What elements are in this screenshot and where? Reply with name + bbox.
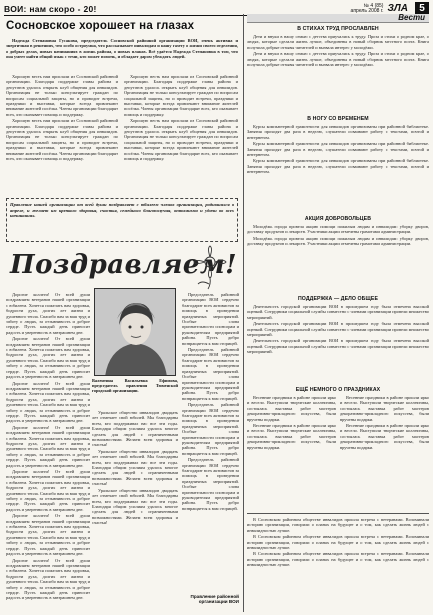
right-section-header: [247, 14, 429, 23]
news-heading-5: ЕЩЁ НЕМНОГО О ПРАЗДНИКАХ: [295, 387, 381, 393]
right-col-paragraph-1: Председатель районной организации ВОИ сердечно благодарит всех активистов за помощь в проведении праздничных мероприятий. Особые слова признательности спонсорам и руководителям предприятий района. Пусть добро возвращается к вам сторицей.: [182, 292, 239, 346]
right-col-paragraph-2: Председатель районной организации ВОИ сердечно благодарит всех активистов за помощь в проведении праздничных мероприятий. Особые слова признательности спонсорам и руководителям предприятий района. Пусть добро возвращается к вам сторицей.: [182, 347, 239, 401]
article-headline: Сосновское хорошеет на глазах: [6, 20, 195, 32]
news-6-paragraph-2: В Сосновском районном обществе инвалидов прошла встреча с ветеранами. Вспоминали историю организации, говорили о планах на будущее и о том, как сделать жизнь людей с инвалидностью лучше.: [247, 534, 429, 551]
intro-paragraph: Надежда Степановна Гусакова, председатель Сосновской районной организации ВОИ, очень активна и энергичная в решениях, что особо остроумна, что рассказывает инвалидам и нашу газету о жизни своего отделения, о добрых делах, новых начинаниях в жизнь района, о новых планах. Всё удаётся Надежда Степановна в том, что она умеет найти общий язык с теми, кто может помочь, и обладает даром убеждать людей.: [6, 38, 238, 60]
section-divider: [247, 513, 429, 514]
news-body-1: [247, 34, 429, 114]
news-2-paragraph-3: Курсы компьютерной грамотности для инвалидов организованы при районной библиотеке. Занятия проходят два раза в неделю, слушатели осваивают работу с текстами, почтой и интернетом.: [247, 158, 429, 175]
issue-info: [351, 4, 384, 14]
photo-caption: [92, 378, 178, 394]
congrats-heading: Поздравляем!: [10, 250, 238, 280]
article-column-2: [124, 74, 238, 194]
section-title: ВОИ: нам скоро - 20!: [4, 3, 97, 14]
issue-date: апрель 2008 г.: [350, 7, 384, 14]
news-5b-paragraph-2: Весенние праздники в районе прошли ярко и весело. Выступили творческие коллективы, состоялась выставка работ мастеров декоративно-прикладного искусства, были вручены подарки.: [340, 423, 429, 450]
article-column-1: [6, 74, 118, 194]
news-body-5a: [247, 395, 336, 510]
left-col-paragraph-7: Дорогие коллеги! От всей души поздравляем ветеранов нашей организации с юбилеем. Хочется пожелать вам здоровья, бодрости духа, долгих лет жизни и душевного тепла. Спасибо вам за ваш труд и заботу о людях, за отзывчивость и доброе сердце. Пусть каждый день приносит радость и уверенность в завтрашнем дне.: [6, 557, 90, 601]
portrait-photo: [94, 288, 176, 376]
page-number: 5: [415, 2, 429, 15]
column-2-paragraph: Хорошую весть нам прислали из Сосновской районной организации. Благодаря поддержке главы района и депутатов удалось открыть клуб общения для инвалидов. Организация не только консультирует граждан по вопросам социальной защиты, но и проводит встречи, праздники и выставки, которые всегда привлекают внимание жителей посёлка. Члены организации благодарят всех, кто оказывает помощь и поддержку.: [124, 74, 238, 117]
news-6-paragraph-1: В Сосновском районном обществе инвалидов прошла встреча с ветеранами. Вспоминали историю организации, говорили о планах на будущее и о том, как сделать жизнь людей с инвалидностью лучше.: [247, 517, 429, 533]
issue-number: № 4 (85): [363, 2, 384, 9]
flower-decoration: [180, 244, 240, 290]
mid-col-paragraph-1: Уральское общество инвалидов двадцать лет отмечает свой юбилей. Мы благодарны всем, кто поддерживал нас все эти годы. Благодаря общим усилиям удалось многое сделать для людей с ограниченными возможностями. Желаем всем здоровья и счастья!: [92, 410, 178, 448]
news-4-paragraph-3: Деятельность городской организации ВОИ в прошедшем году была отмечена высокой оценкой. Сотрудники социальной службы совместно с членами организации провели множество мероприятий.: [247, 338, 429, 355]
news-body-2: [247, 124, 429, 214]
news-5a-paragraph-2: Весенние праздники в районе прошли ярко и весело. Выступили творческие коллективы, состоялась выставка работ мастеров декоративно-прикладного искусства, были вручены подарки.: [247, 423, 336, 450]
news-5a-paragraph-1: Весенние праздники в районе прошли ярко и весело. Выступили творческие коллективы, состоялась выставка работ мастеров декоративно-прикладного искусства, были вручены подарки.: [247, 395, 336, 422]
left-col-paragraph-2: Дорогие коллеги! От всей души поздравляем ветеранов нашей организации с юбилеем. Хочется пожелать вам здоровья, бодрости духа, долгих лет жизни и душевного тепла. Спасибо вам за ваш труд и заботу о людях, за отзывчивость и доброе сердце. Пусть каждый день приносит радость и уверенность в завтрашнем дне.: [6, 336, 90, 380]
right-col-paragraph-3: Председатель районной организации ВОИ сердечно благодарит всех активистов за помощь в проведении праздничных мероприятий. Особые слова признательности спонсорам и руководителям предприятий района. Пусть добро возвращается к вам сторицей.: [182, 402, 239, 456]
left-col-paragraph-4: Дорогие коллеги! От всей души поздравляем ветеранов нашей организации с юбилеем. Хочется пожелать вам здоровья, бодрости духа, долгих лет жизни и душевного тепла. Спасибо вам за ваш труд и заботу о людях, за отзывчивость и доброе сердце. Пусть каждый день приносит радость и уверенность в завтрашнем дне.: [6, 424, 90, 468]
newspaper-logo: ЗЛА: [387, 3, 408, 14]
portrait-illustration: [95, 289, 176, 376]
mid-col-paragraph-2: Уральское общество инвалидов двадцать лет отмечает свой юбилей. Мы благодарны всем, кто поддерживал нас все эти годы. Благодаря общим усилиям удалось многое сделать для людей с ограниченными возможностями. Желаем всем здоровья и счастья!: [92, 448, 178, 487]
news-3-paragraph-1: Молодёжь города провела акцию помощи пожилым людям и инвалидам: уборку дворов, доставку продуктов и лекарств. Участники акции отмечены грамотами администрации.: [247, 224, 429, 235]
news-heading-3: АКЦИЯ ДОБРОВОЛЬЦЕВ: [304, 216, 372, 222]
news-heading-4: ПОДДЕРЖКА — ДЕЛО ОБЩЕЕ: [297, 296, 379, 302]
news-4-paragraph-1: Деятельность городской организации ВОИ в прошедшем году была отмечена высокой оценкой. Сотрудники социальной службы совместно с членами организации провели множество мероприятий.: [247, 304, 429, 320]
news-4-paragraph-2: Деятельность городской организации ВОИ в прошедшем году была отмечена высокой оценкой. Сотрудники социальной службы совместно с членами организации провели множество мероприятий.: [247, 321, 429, 338]
left-col-paragraph-3: Дорогие коллеги! От всей души поздравляем ветеранов нашей организации с юбилеем. Хочется пожелать вам здоровья, бодрости духа, долгих лет жизни и душевного тепла. Спасибо вам за ваш труд и заботу о людях, за отзывчивость и доброе сердце. Пусть каждый день приносит радость и уверенность в завтрашнем дне.: [6, 380, 90, 424]
article-intro: [6, 38, 238, 72]
left-col-paragraph-1: Дорогие коллеги! От всей души поздравляем ветеранов нашей организации с юбилеем. Хочется пожелать вам здоровья, бодрости духа, долгих лет жизни и душевного тепла. Спасибо вам за ваш труд и заботу о людях, за отзывчивость и доброе сердце. Пусть каждый день приносит радость и уверенность в завтрашнем дне.: [6, 292, 90, 335]
news-body-3: [247, 224, 429, 294]
news-body-5b: [340, 395, 429, 510]
right-congrats-column: [182, 292, 239, 592]
column-2-paragraph-2: Хорошую весть нам прислали из Сосновской районной организации. Благодаря поддержке главы района и депутатов удалось открыть клуб общения для инвалидов. Организация не только консультирует граждан по вопросам социальной защиты, но и проводит встречи, праздники и выставки, которые всегда привлекают внимание жителей посёлка. Члены организации благодарят всех, кто оказывает помощь и поддержку.: [124, 118, 238, 162]
news-5b-paragraph-1: Весенние праздники в районе прошли ярко и весело. Выступили творческие коллективы, состоялась выставка работ мастеров декоративно-прикладного искусства, были вручены подарки.: [340, 395, 429, 422]
mid-col-paragraph-3: Уральское общество инвалидов двадцать лет отмечает свой юбилей. Мы благодарны всем, кто поддерживал нас все эти годы. Благодаря общим усилиям удалось многое сделать для людей с ограниченными возможностями. Желаем всем здоровья и счастья!: [92, 487, 178, 526]
news-1-paragraph-2: Дети и внуки в нашу семью с детства приучались к труду. Проза и стихи о родном крае, о людях, которые сделали жизнь лучше, объединены в новый сборник местного поэта. Книга получила добрые отзывы читателей и вызвала интерес у молодёжи.: [247, 51, 429, 68]
news-body-6: [247, 517, 429, 611]
left-col-paragraph-5: Дорогие коллеги! От всей души поздравляем ветеранов нашей организации с юбилеем. Хочется пожелать вам здоровья, бодрости духа, долгих лет жизни и душевного тепла. Спасибо вам за ваш труд и заботу о людях, за отзывчивость и доброе сердце. Пусть каждый день приносит радость и уверенность в завтрашнем дне.: [6, 469, 90, 512]
news-2-paragraph-1: Курсы компьютерной грамотности для инвалидов организованы при районной библиотеке. Занятия проходят два раза в неделю, слушатели осваивают работу с текстами, почтой и интернетом.: [247, 124, 429, 140]
news-heading-1: В СТИХАХ ТРУД ПРОСЛАВЛЕН: [297, 26, 379, 32]
right-col-paragraph-4: Председатель районной организации ВОИ сердечно благодарит всех активистов за помощь в проведении праздничных мероприятий. Особые слова признательности спонсорам и руководителям предприятий района. Пусть добро возвращается к вам сторицей.: [182, 457, 239, 511]
right-section-label: Вести: [398, 13, 425, 22]
news-2-paragraph-2: Курсы компьютерной грамотности для инвалидов организованы при районной библиотеке. Занятия проходят два раза в неделю, слушатели осваивают работу с текстами, почтой и интернетом.: [247, 141, 429, 158]
news-3-paragraph-2: Молодёжь города провела акцию помощи пожилым людям и инвалидам: уборку дворов, доставку продуктов и лекарств. Участники акции отмечены грамотами администрации.: [247, 235, 429, 247]
news-1-paragraph-1: Дети и внуки в нашу семью с детства приучались к труду. Проза и стихи о родном крае, о людях, которые сделали жизнь лучше, объединены в новый сборник местного поэта. Книга получила добрые отзывы читателей и вызвала интерес у молодёжи.: [247, 34, 429, 50]
column-1-paragraph: Хорошую весть нам прислали из Сосновской районной организации. Благодаря поддержке главы района и депутатов удалось открыть клуб общения для инвалидов. Организация не только консультирует граждан по вопросам социальной защиты, но и проводит встречи, праздники и выставки, которые всегда привлекают внимание жителей посёлка. Члены организации благодарят всех, кто оказывает помощь и поддержку.: [6, 74, 118, 117]
caption-text: Валентина Васильевна Ефимова, председатель правления Тюменской городской организации.: [92, 378, 178, 394]
column-divider: [243, 14, 244, 612]
organization-signature: Правление районной организации ВОИ: [190, 594, 239, 604]
middle-congrats-column: [92, 410, 178, 610]
left-col-paragraph-6: Дорогие коллеги! От всей души поздравляем ветеранов нашей организации с юбилеем. Хочется пожелать вам здоровья, бодрости духа, долгих лет жизни и душевного тепла. Спасибо вам за ваш труд и заботу о людях, за отзывчивость и доброе сердце. Пусть каждый день приносит радость и уверенность в завтрашнем дне.: [6, 513, 90, 557]
column-1-paragraph-2: Хорошую весть нам прислали из Сосновской районной организации. Благодаря поддержке главы района и депутатов удалось открыть клуб общения для инвалидов. Организация не только консультирует граждан по вопросам социальной защиты, но и проводит встречи, праздники и выставки, которые всегда привлекают внимание жителей посёлка. Члены организации благодарят всех, кто оказывает помощь и поддержку.: [6, 118, 118, 162]
left-congrats-column: [6, 292, 90, 610]
news-6-paragraph-3: В Сосновском районном обществе инвалидов прошла встреча с ветеранами. Вспоминали историю организации, говорили о планах на будущее и о том, как сделать жизнь людей с инвалидностью лучше.: [247, 551, 429, 568]
news-body-4: [247, 304, 429, 384]
news-heading-2: В НОГУ СО ВРЕМЕНЕМ: [307, 116, 369, 122]
congratulation-box: Правление нашей организации от всей души поздравляет с юбилеем членов организации, родившихся в апреле, и желает им крепкого здоровья, счастья, семейного благополучия, оптимизма и удачи во всех начинаниях.: [6, 198, 238, 242]
